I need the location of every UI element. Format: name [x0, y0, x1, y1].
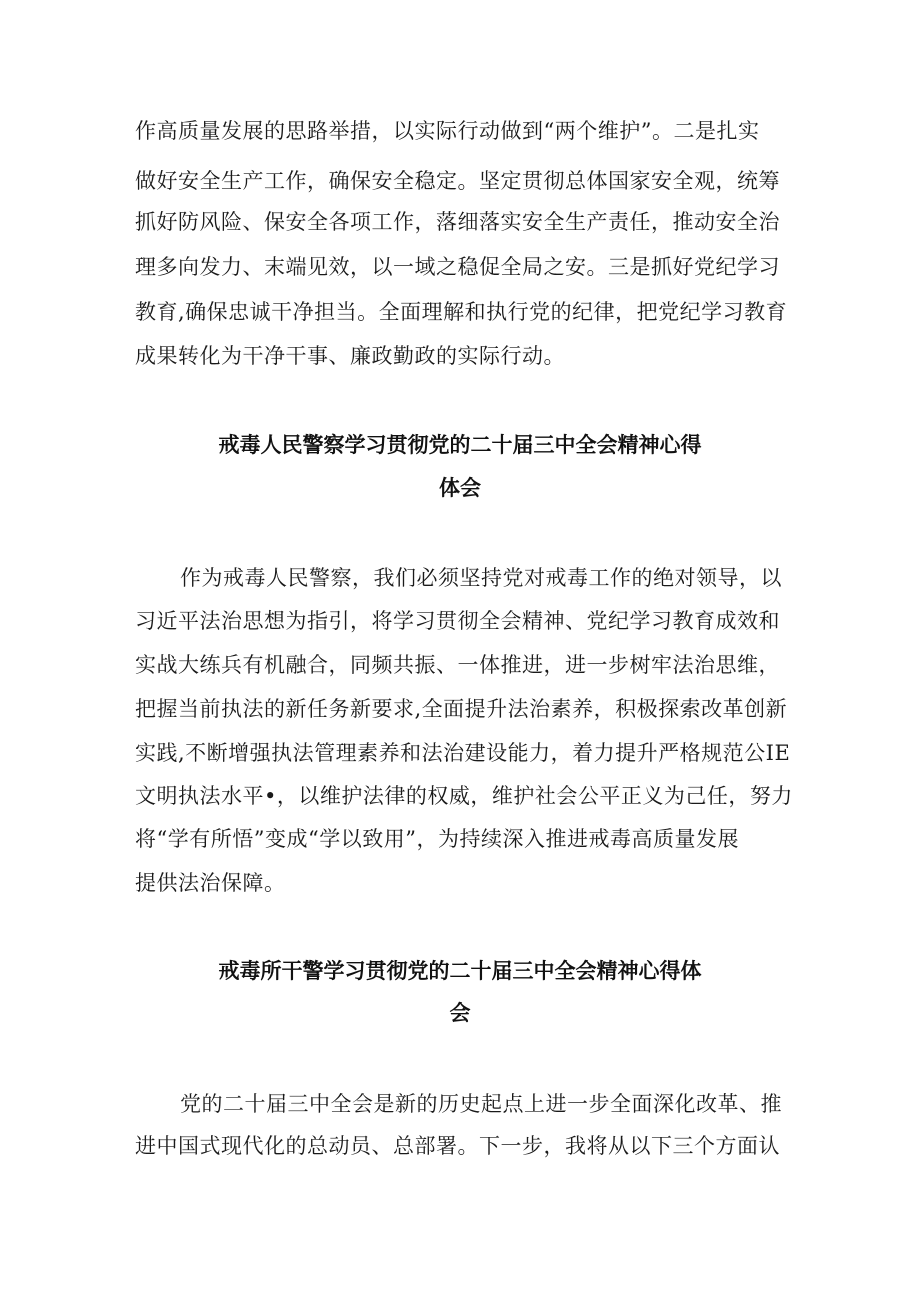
- paragraph-line: 文明执法水平•，以维护法律的权威，维护社会公平正义为己任，努力: [135, 784, 793, 808]
- paragraph-line: 做好安全生产工作，确保安全稳定。坚定贯彻总体国家安全观，统筹: [135, 169, 780, 193]
- paragraph-line: 教育,确保忠诚干净担当。全面理解和执行党的纪律，把党纪学习教育: [135, 300, 788, 324]
- paragraph-line: 提供法治保障。: [135, 871, 286, 895]
- paragraph-line: 成果转化为干净干事、廉政勤政的实际行动。: [135, 344, 565, 368]
- paragraph-line: 实践,不断增强执法管理素养和法治建设能力，着力提升严格规范公IE: [135, 741, 791, 765]
- paragraph-line: 作高质量发展的思路举措，以实际行动做到“两个维护”。二是扎实: [135, 119, 760, 143]
- article-1-title-line1: 戒毒人民警察学习贯彻党的二十届三中全会精神心得: [218, 433, 702, 457]
- paragraph-line: 进中国式现代化的总动员、总部署。下一步，我将从以下三个方面认: [135, 1134, 780, 1158]
- paragraph-line: 把握当前执法的新任务新要求,全面提升法治素养，积极探索改革创新: [135, 697, 788, 721]
- paragraph-line: 理多向发力、末端见效，以一域之稳促全局之安。三是抓好党纪学习: [135, 255, 780, 279]
- article-2-title-line2: 会: [449, 1001, 471, 1025]
- article-1-title-line2: 体会: [439, 476, 481, 500]
- paragraph-line: 将“学有所悟”变成“学以致用”，为持续深入推进戒毒高质量发展: [135, 827, 739, 851]
- paragraph-line: 党的二十届三中全会是新的历史起点上进一步全面深化改革、推: [180, 1092, 782, 1116]
- paragraph-line: 抓好防风险、保安全各项工作，落细落实安全生产责任，推动安全治: [135, 210, 780, 234]
- article-2-title-line1: 戒毒所干警学习贯彻党的二十届三中全会精神心得体: [218, 959, 702, 983]
- paragraph-line: 习近平法治思想为指引，将学习贯彻全会精神、党纪学习教育成效和: [135, 609, 780, 633]
- paragraph-line: 作为戒毒人民警察，我们必须坚持党对戒毒工作的绝对领导，以: [180, 566, 782, 590]
- paragraph-line: 实战大练兵有机融合，同频共振、一体推进，进一步树牢法治思维，: [135, 653, 780, 677]
